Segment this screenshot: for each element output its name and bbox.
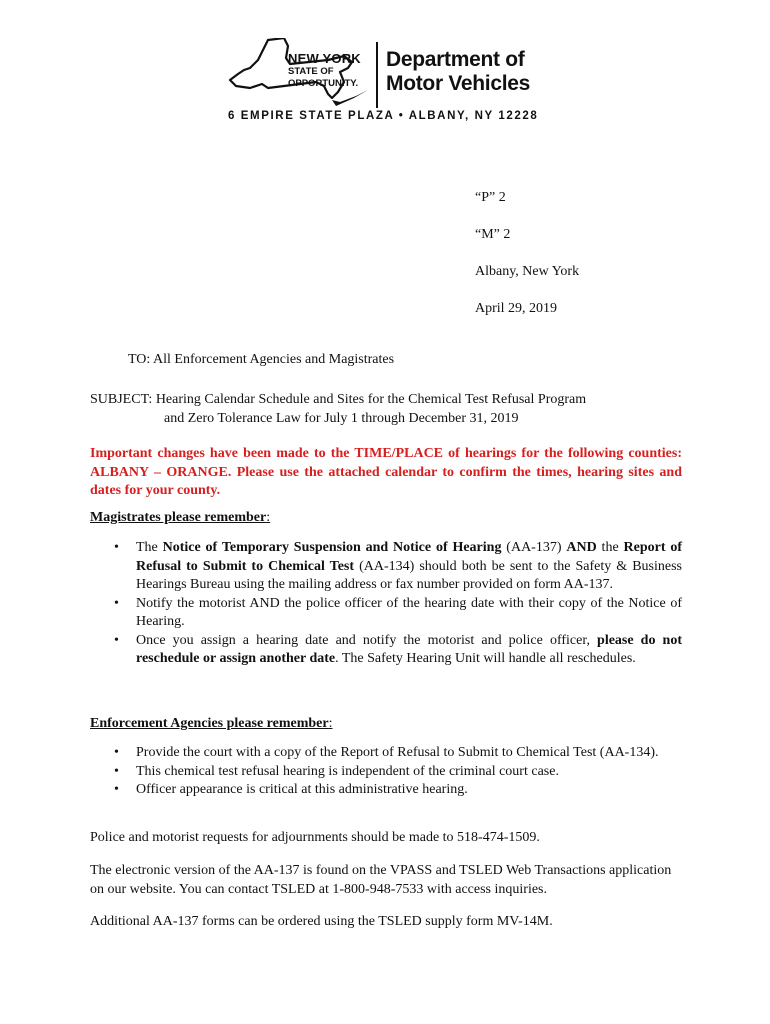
list-item — [90, 632, 682, 669]
letterhead — [228, 38, 558, 138]
subject-line-1: SUBJECT: Hearing Calendar Schedule and Sites for the Chemical Test Refusal Program — [90, 392, 587, 407]
magistrates-heading-text: Magistrates please remember — [90, 510, 267, 525]
ny-wordmark — [288, 52, 361, 88]
important-notice: Important changes have been made to the TIME/PLACE of hearings for the following counties: ALBANY – ORANGE. Please use the attached calendar to confirm the times, hearing sites and dates for your county. — [90, 446, 682, 498]
code-p: “P” 2 — [475, 190, 506, 205]
memo-header — [475, 190, 579, 338]
notice-form-name: Notice of Temporary Suspension and Notice of Hearing — [162, 540, 502, 555]
item-text: Once you assign a hearing date and notify the motorist and police officer, — [136, 632, 598, 648]
list-item: • This chemical test refusal hearing is independent of the criminal court case. — [90, 763, 682, 782]
ny-tagline-1: STATE OF — [288, 66, 334, 77]
adjournments-paragraph: Police and motorist requests for adjournments should be made to 518-474-1509. — [90, 830, 540, 845]
item-text: the — [596, 540, 624, 555]
item-text: (AA-137) — [501, 540, 567, 555]
electronic-version-paragraph: The electronic version of the AA-137 is found on the VPASS and TSLED Web Transactions application on our website. You can contact TSLED at 1-800-948-7533 with access inquiries. — [90, 863, 672, 897]
list-item: • Provide the court with a copy of the Report of Refusal to Submit to Chemical Test (AA-134). — [90, 744, 682, 763]
to-line: TO: All Enforcement Agencies and Magistrates — [128, 352, 395, 367]
and-emphasis: AND — [566, 540, 597, 555]
list-item: • Officer appearance is critical at this administrative hearing. — [90, 781, 682, 800]
subject-block — [90, 390, 586, 428]
forms-paragraph: Additional AA-137 forms can be ordered using the TSLED supply form MV-14M. — [90, 914, 553, 929]
memo-date: April 29, 2019 — [475, 301, 558, 316]
magistrates-list — [90, 539, 682, 669]
reschedule-warning: please do not reschedule or assign another date — [136, 632, 682, 666]
department-name-line2: Motor Vehicles — [386, 72, 531, 95]
enforcement-heading — [90, 716, 332, 732]
item-text: (AA-134) should both be sent to the Safety & Business Hearings Bureau using the mailing address or fax number provided on form AA-137. — [136, 558, 682, 592]
enforcement-heading-colon: : — [328, 716, 333, 731]
ny-state-name: NEW YORK — [288, 51, 361, 66]
enforcement-heading-text: Enforcement Agencies please remember — [90, 716, 329, 731]
subject-line-2: and Zero Tolerance Law for July 1 through December 31, 2019 — [164, 411, 519, 426]
magistrates-heading — [90, 510, 270, 526]
item-text: . The Safety Hearing Unit will handle all reschedules. — [335, 651, 636, 666]
location: Albany, New York — [475, 264, 580, 279]
department-name — [386, 48, 530, 96]
department-name-line1: Department of — [386, 48, 525, 71]
list-item: • Notify the motorist AND the police officer of the hearing date with their copy of the Notice of Hearing. — [90, 595, 682, 632]
department-address: 6 EMPIRE STATE PLAZA • ALBANY, NY 12228 — [228, 110, 539, 122]
item-text: The — [136, 540, 163, 555]
letterhead-divider — [376, 42, 378, 108]
report-form-name: Report of Refusal to Submit to Chemical Test — [136, 540, 683, 574]
ny-tagline-2: OPPORTUNITY. — [288, 77, 359, 89]
magistrates-heading-colon: : — [266, 510, 271, 525]
list-item — [90, 539, 682, 595]
enforcement-list — [90, 744, 682, 800]
code-m: “M” 2 — [475, 227, 511, 242]
